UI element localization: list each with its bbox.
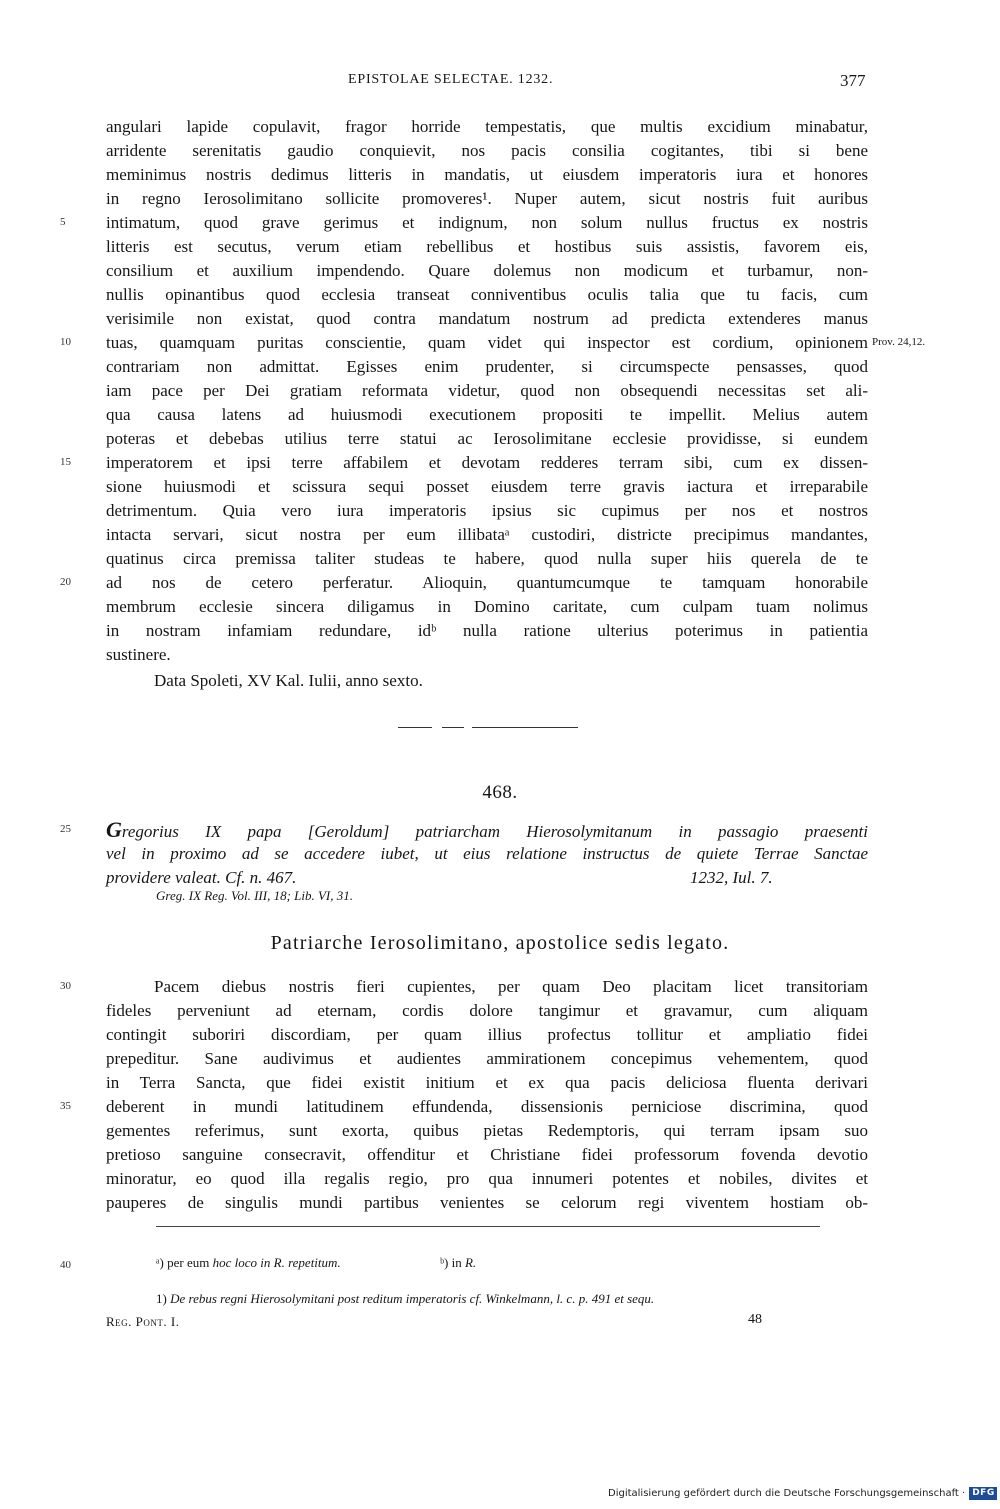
text-line: angulari lapide copulavit, fragor horride tempestatis, que multis excidium minabatur,: [106, 117, 868, 136]
footnote-a-text: per eum: [167, 1255, 210, 1270]
text-line: intacta servari, sicut nostra per eum illibataᵃ custodiri, districte precipimus mandantes,: [106, 525, 868, 544]
text-line: litteris est secutus, verum etiam rebellibus et hostibus suis assistis, favorem eis,: [106, 237, 868, 256]
sheet-signature: Reg. Pont. I.: [106, 1314, 180, 1329]
text-line: fideles perveniunt ad eternam, cordis dolore tangimur et gravamur, cum aliquam: [106, 1001, 868, 1020]
line-number: 40: [60, 1259, 71, 1271]
text-line: nullis opinantibus quod ecclesia transeat conniventibus oculis talia que tu facis, cum: [106, 285, 868, 304]
text-line: detrimentum. Quia vero iura imperatoris ipsius sic cupimus per nos et nostros: [106, 501, 868, 520]
regest-line-3-left: providere valeat. Cf. n. 467.: [106, 868, 297, 887]
line-number: 5: [60, 216, 66, 228]
footnote-1-text: De rebus regni Hierosolymitani post reditum imperatoris cf. Winkelmann, l. c. p. 491 et sequ.: [170, 1291, 655, 1306]
text-line: contrariam non admittat. Egisses enim prudenter, si circumspecte pensasses, quod: [106, 357, 868, 376]
text-line: in nostram infamiam redundare, idᵇ nulla ratione ulterius poterimus in patientia: [106, 621, 868, 640]
footnote-a-italic: hoc loco in R. repetitum.: [212, 1255, 341, 1270]
running-head: [0, 72, 1000, 96]
page-number: 377: [840, 71, 866, 90]
text-line: membrum ecclesie sincera diligamus in Domino caritate, cum culpam tuam nolimus: [106, 597, 868, 616]
footnote-a: [156, 1255, 341, 1271]
section-divider: [398, 727, 578, 728]
document-number: 468.: [482, 782, 518, 803]
regest-line-2: vel in proximo ad se accedere iubet, ut eius relatione instructus de quiete Terrae Sanctae: [106, 844, 868, 863]
line-number: 25: [60, 823, 71, 835]
running-title: EPISTOLAE SELECTAE. 1232.: [348, 72, 554, 87]
line-number: 20: [60, 576, 71, 588]
footnote-b: [440, 1255, 476, 1271]
text-line: contingit suboriri discordiam, per quam illius profectus tollitur et ampliatio fidei: [106, 1025, 868, 1044]
regest-line-3: [106, 866, 826, 889]
text-line: meminimus nostris dedimus litteris in mandatis, ut eiusdem imperatoris iura et honores: [106, 165, 868, 184]
text-line: minoratur, eo quod illa regalis regio, pro qua innumeri potentes et nobiles, divites et: [106, 1169, 868, 1188]
line-number: 30: [60, 980, 71, 992]
line-number: 10: [60, 336, 71, 348]
text-line: imperatorem et ipsi terre affabilem et devotam redderes terram sibi, cum ex dissen-: [106, 453, 868, 472]
source-citation: Greg. IX Reg. Vol. III, 18; Lib. VI, 31.: [156, 888, 354, 903]
text-line: poteras et debebas utilius terre statui ac Ierosolimitane ecclesie providisse, si eundem: [106, 429, 868, 448]
regest-date: 1232, Iul. 7.: [690, 868, 773, 887]
text-line: iam pace per Dei gratiam reformata videtur, quod non obsequendi necessitas set ali-: [106, 381, 868, 400]
footnote-b-italic: R.: [464, 1255, 477, 1270]
line-number: 15: [60, 456, 71, 468]
text-line: qua causa latens ad huiusmodi executionem propositi te impellit. Melius autem: [106, 405, 868, 424]
text-line: intimatum, quod grave gerimus et indignum, non solum nullus fructus ex nostris: [106, 213, 868, 232]
footnote-a-mark: ᵃ): [156, 1255, 164, 1270]
text-line: verisimile non existat, quod contra mandatum nostrum ad predicta extenderes manus: [106, 309, 868, 328]
dfg-logo: [969, 1487, 997, 1500]
text-line: sione huiusmodi et scissura sequi posset eiusdem terre gravis iactura et irreparabile: [106, 477, 868, 496]
margin-reference: Prov. 24,12.: [872, 336, 926, 348]
footnote-1: [156, 1291, 654, 1307]
text-line: tuas, quamquam puritas conscientie, quam videt qui inspector est cordium, opinionem: [106, 333, 868, 352]
dating-line: Data Spoleti, XV Kal. Iulii, anno sexto.: [154, 671, 423, 690]
regest-initial: G: [106, 817, 122, 842]
dfg-logo-text: DFG: [972, 1488, 995, 1498]
credit-text: Digitalisierung gefördert durch die Deutsche Forschungsgemeinschaft ·: [608, 1488, 966, 1499]
text-line: ad nos de cetero perferatur. Alioquin, quantumcumque te tamquam honorabile: [106, 573, 868, 592]
footnote-b-text: in: [451, 1255, 462, 1270]
text-line: pauperes de singulis mundi partibus venientes se celorum regi viventem hostiam ob-: [106, 1193, 868, 1212]
text-line: gementes referimus, sunt exorta, quibus pietas Redemptoris, qui terram ipsam suo: [106, 1121, 868, 1140]
text-line: prepeditur. Sane audivimus et audientes ammirationem concepimus vehementem, quod: [106, 1049, 868, 1068]
text-line: consilium et auxilium impendendo. Quare dolemus non modicum et turbamur, non-: [106, 261, 868, 280]
text-line: quatinus circa premissa taliter studeas te habere, quod nulla super hiis querela de te: [106, 549, 868, 568]
text-line: in Terra Sancta, que fidei existit initium et ex qua pacis deliciosa fluenta derivari: [106, 1073, 868, 1092]
footnote-1-mark: 1): [156, 1291, 167, 1306]
regest-line-1: regorius IX papa [Geroldum] patriarcham Hierosolymitanum in passagio praesenti: [121, 822, 868, 841]
text-line: sustinere.: [106, 645, 171, 664]
regest-line: [106, 818, 868, 841]
footnote-rule: [156, 1226, 820, 1227]
digitization-credit: [608, 1487, 997, 1501]
text-line: pretioso sanguine consecravit, offenditur et Christiane fidei professorum fovenda devotio: [106, 1145, 868, 1164]
sheet-number: 48: [748, 1312, 762, 1327]
text-line: Pacem diebus nostris fieri cupientes, per quam Deo placitam licet transitoriam: [154, 977, 868, 996]
text-line: deberent in mundi latitudinem effundenda, dissensionis perniciose discrimina, quod: [106, 1097, 868, 1116]
text-line: arridente serenitatis gaudio conquievit, nos pacis consilia cogitantes, tibi si bene: [106, 141, 868, 160]
text-line: in regno Ierosolimitano sollicite promoveres¹. Nuper autem, sicut nostris fuit auribus: [106, 189, 868, 208]
address-line: Patriarche Ierosolimitano, apostolice sedis legato.: [270, 932, 730, 954]
footnote-b-mark: ᵇ): [440, 1255, 449, 1270]
line-number: 35: [60, 1100, 71, 1112]
